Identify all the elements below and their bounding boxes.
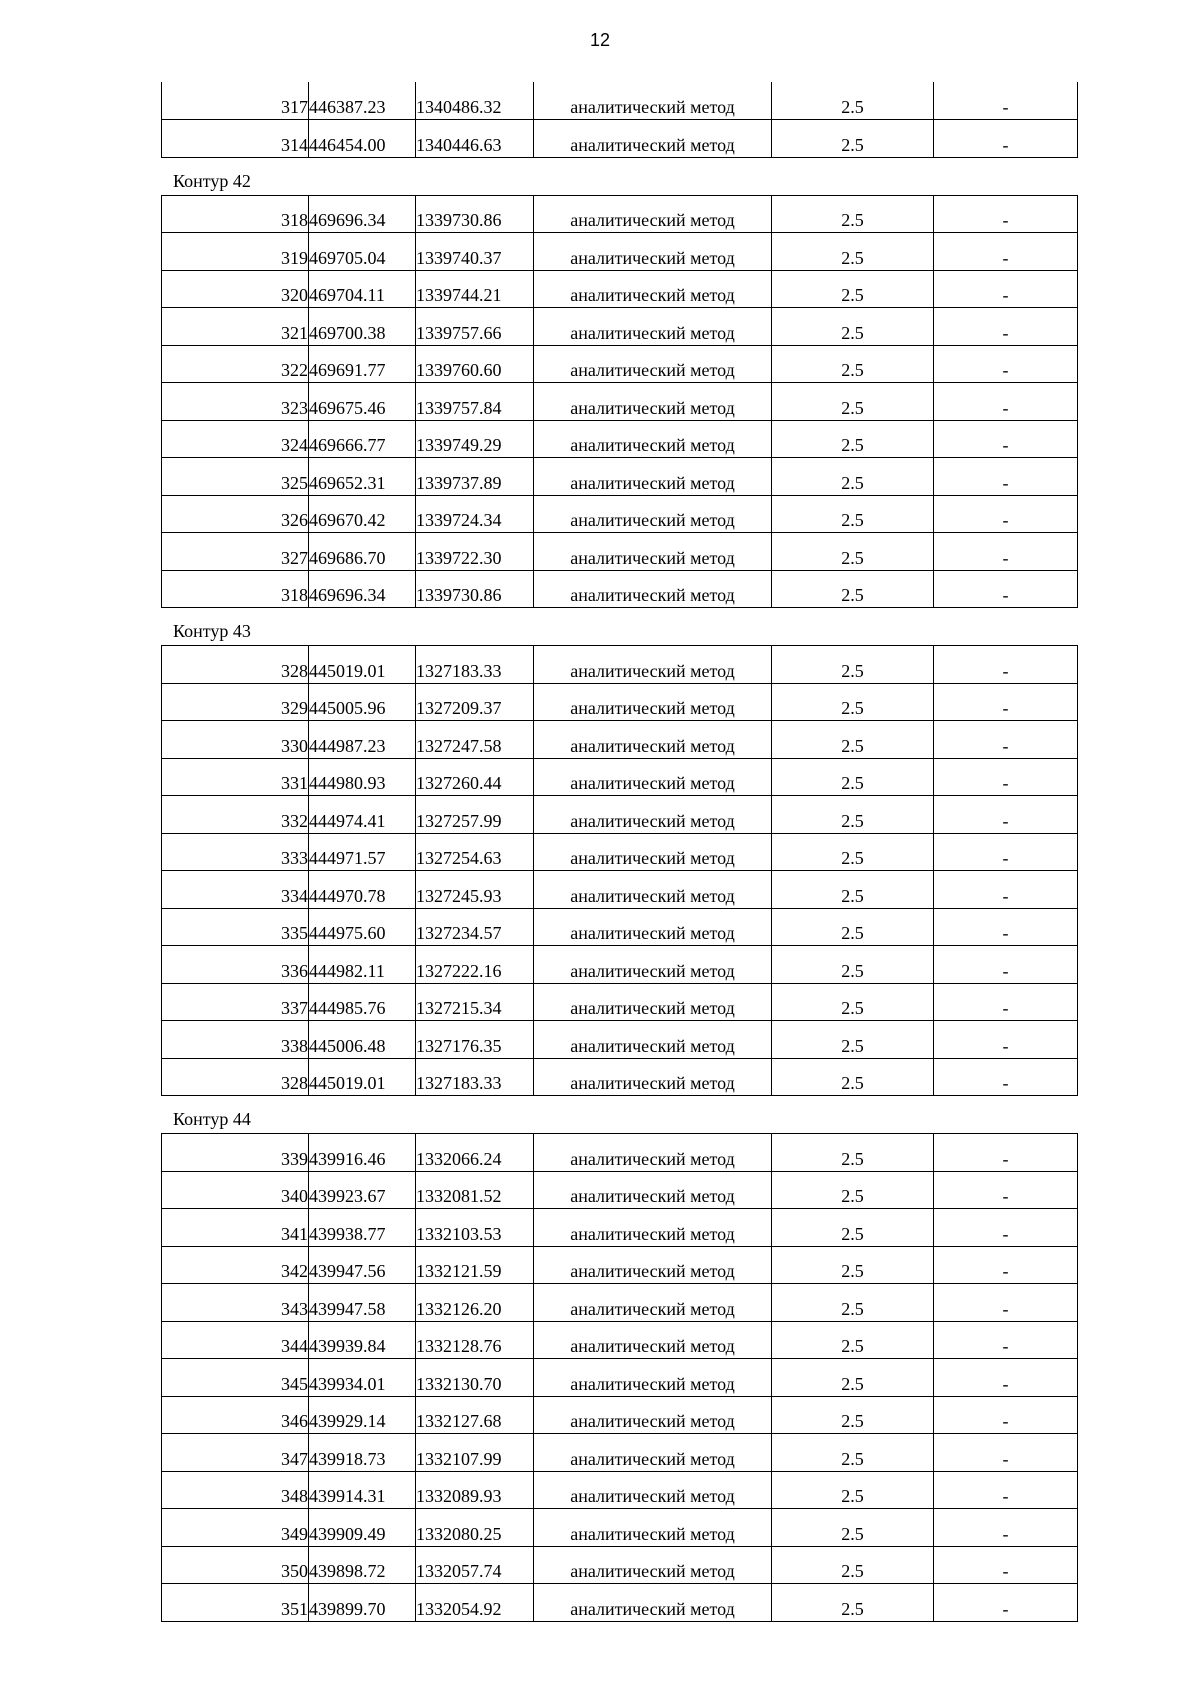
- accuracy-cell: 2.5: [772, 458, 934, 496]
- y-coordinate-cell: 1327247.58: [416, 721, 534, 759]
- y-coordinate-cell: 1339760.60: [416, 345, 534, 383]
- point-number-cell: 331: [162, 758, 309, 796]
- description-cell: -: [934, 420, 1078, 458]
- point-number-cell: 345: [162, 1359, 309, 1397]
- table-row: [162, 1171, 1078, 1209]
- method-cell: аналитический метод: [534, 270, 772, 308]
- point-number-cell: 346: [162, 1396, 309, 1434]
- accuracy-cell: 2.5: [772, 383, 934, 421]
- accuracy-cell: 2.5: [772, 683, 934, 721]
- point-number-cell: 326: [162, 495, 309, 533]
- accuracy-cell: 2.5: [772, 1359, 934, 1397]
- method-cell: аналитический метод: [534, 646, 772, 684]
- y-coordinate-cell: 1332126.20: [416, 1284, 534, 1322]
- x-coordinate-cell: 469691.77: [309, 345, 416, 383]
- method-cell: аналитический метод: [534, 1546, 772, 1584]
- x-coordinate-cell: 446387.23: [309, 82, 416, 120]
- table-row: [162, 833, 1078, 871]
- table-row: [162, 721, 1078, 759]
- point-number-cell: 318: [162, 570, 309, 608]
- method-cell: аналитический метод: [534, 308, 772, 346]
- coordinates-document: [161, 82, 1077, 1622]
- method-cell: аналитический метод: [534, 1321, 772, 1359]
- method-cell: аналитический метод: [534, 383, 772, 421]
- x-coordinate-cell: 444970.78: [309, 871, 416, 909]
- y-coordinate-cell: 1332054.92: [416, 1584, 534, 1622]
- y-coordinate-cell: 1327254.63: [416, 833, 534, 871]
- description-cell: -: [934, 646, 1078, 684]
- method-cell: аналитический метод: [534, 1471, 772, 1509]
- point-number-cell: 340: [162, 1171, 309, 1209]
- method-cell: аналитический метод: [534, 195, 772, 233]
- table-row: [162, 1209, 1078, 1247]
- table-row: [162, 1134, 1078, 1172]
- description-cell: -: [934, 1058, 1078, 1096]
- description-cell: -: [934, 383, 1078, 421]
- x-coordinate-cell: 439898.72: [309, 1546, 416, 1584]
- description-cell: -: [934, 533, 1078, 571]
- x-coordinate-cell: 439938.77: [309, 1209, 416, 1247]
- x-coordinate-cell: 439939.84: [309, 1321, 416, 1359]
- method-cell: аналитический метод: [534, 1058, 772, 1096]
- table-row: [162, 533, 1078, 571]
- table-row: [162, 1021, 1078, 1059]
- y-coordinate-cell: 1327257.99: [416, 796, 534, 834]
- point-number-cell: 344: [162, 1321, 309, 1359]
- accuracy-cell: 2.5: [772, 1284, 934, 1322]
- coordinates-table: [161, 645, 1078, 1096]
- accuracy-cell: 2.5: [772, 796, 934, 834]
- description-cell: -: [934, 721, 1078, 759]
- description-cell: -: [934, 1209, 1078, 1247]
- y-coordinate-cell: 1339730.86: [416, 570, 534, 608]
- coordinates-table: [161, 195, 1078, 609]
- description-cell: -: [934, 1134, 1078, 1172]
- y-coordinate-cell: 1339757.84: [416, 383, 534, 421]
- description-cell: -: [934, 120, 1078, 158]
- method-cell: аналитический метод: [534, 1246, 772, 1284]
- x-coordinate-cell: 444974.41: [309, 796, 416, 834]
- accuracy-cell: 2.5: [772, 946, 934, 984]
- accuracy-cell: 2.5: [772, 1021, 934, 1059]
- method-cell: аналитический метод: [534, 833, 772, 871]
- point-number-cell: 317: [162, 82, 309, 120]
- accuracy-cell: 2.5: [772, 82, 934, 120]
- y-coordinate-cell: 1339722.30: [416, 533, 534, 571]
- method-cell: аналитический метод: [534, 120, 772, 158]
- point-number-cell: 327: [162, 533, 309, 571]
- accuracy-cell: 2.5: [772, 833, 934, 871]
- description-cell: -: [934, 1021, 1078, 1059]
- y-coordinate-cell: 1339744.21: [416, 270, 534, 308]
- point-number-cell: 341: [162, 1209, 309, 1247]
- description-cell: -: [934, 983, 1078, 1021]
- x-coordinate-cell: 439916.46: [309, 1134, 416, 1172]
- accuracy-cell: 2.5: [772, 1471, 934, 1509]
- method-cell: аналитический метод: [534, 983, 772, 1021]
- table-row: [162, 1584, 1078, 1622]
- point-number-cell: 328: [162, 1058, 309, 1096]
- point-number-cell: 321: [162, 308, 309, 346]
- description-cell: -: [934, 233, 1078, 271]
- contour-label: Контур 42: [173, 170, 251, 191]
- description-cell: -: [934, 946, 1078, 984]
- y-coordinate-cell: 1327215.34: [416, 983, 534, 1021]
- table-row: [162, 82, 1078, 120]
- y-coordinate-cell: 1327183.33: [416, 646, 534, 684]
- y-coordinate-cell: 1340486.32: [416, 82, 534, 120]
- method-cell: аналитический метод: [534, 1171, 772, 1209]
- x-coordinate-cell: 439923.67: [309, 1171, 416, 1209]
- accuracy-cell: 2.5: [772, 1509, 934, 1547]
- x-coordinate-cell: 469670.42: [309, 495, 416, 533]
- point-number-cell: 319: [162, 233, 309, 271]
- y-coordinate-cell: 1332089.93: [416, 1471, 534, 1509]
- x-coordinate-cell: 445019.01: [309, 646, 416, 684]
- description-cell: -: [934, 270, 1078, 308]
- accuracy-cell: 2.5: [772, 983, 934, 1021]
- x-coordinate-cell: 444985.76: [309, 983, 416, 1021]
- y-coordinate-cell: 1332128.76: [416, 1321, 534, 1359]
- accuracy-cell: 2.5: [772, 1434, 934, 1472]
- method-cell: аналитический метод: [534, 458, 772, 496]
- table-row: [162, 908, 1078, 946]
- x-coordinate-cell: 469696.34: [309, 570, 416, 608]
- x-coordinate-cell: 469686.70: [309, 533, 416, 571]
- accuracy-cell: 2.5: [772, 270, 934, 308]
- method-cell: аналитический метод: [534, 683, 772, 721]
- y-coordinate-cell: 1339749.29: [416, 420, 534, 458]
- table-row: [162, 345, 1078, 383]
- x-coordinate-cell: 439929.14: [309, 1396, 416, 1434]
- description-cell: -: [934, 1509, 1078, 1547]
- table-row: [162, 758, 1078, 796]
- x-coordinate-cell: 446454.00: [309, 120, 416, 158]
- point-number-cell: 324: [162, 420, 309, 458]
- page-number: 12: [589, 30, 611, 50]
- point-number-cell: 347: [162, 1434, 309, 1472]
- accuracy-cell: 2.5: [772, 420, 934, 458]
- x-coordinate-cell: 444975.60: [309, 908, 416, 946]
- x-coordinate-cell: 439914.31: [309, 1471, 416, 1509]
- table-row: [162, 946, 1078, 984]
- accuracy-cell: 2.5: [772, 908, 934, 946]
- description-cell: -: [934, 1359, 1078, 1397]
- x-coordinate-cell: 444971.57: [309, 833, 416, 871]
- table-row: [162, 1509, 1078, 1547]
- method-cell: аналитический метод: [534, 1021, 772, 1059]
- y-coordinate-cell: 1339740.37: [416, 233, 534, 271]
- description-cell: -: [934, 1471, 1078, 1509]
- method-cell: аналитический метод: [534, 1359, 772, 1397]
- x-coordinate-cell: 469700.38: [309, 308, 416, 346]
- table-row: [162, 195, 1078, 233]
- y-coordinate-cell: 1339757.66: [416, 308, 534, 346]
- accuracy-cell: 2.5: [772, 308, 934, 346]
- accuracy-cell: 2.5: [772, 721, 934, 759]
- table-row: [162, 383, 1078, 421]
- description-cell: -: [934, 796, 1078, 834]
- description-cell: -: [934, 908, 1078, 946]
- point-number-cell: 330: [162, 721, 309, 759]
- point-number-cell: 332: [162, 796, 309, 834]
- table-row: [162, 871, 1078, 909]
- table-row: [162, 308, 1078, 346]
- x-coordinate-cell: 469675.46: [309, 383, 416, 421]
- method-cell: аналитический метод: [534, 1284, 772, 1322]
- description-cell: -: [934, 871, 1078, 909]
- method-cell: аналитический метод: [534, 533, 772, 571]
- description-cell: -: [934, 195, 1078, 233]
- method-cell: аналитический метод: [534, 1209, 772, 1247]
- accuracy-cell: 2.5: [772, 758, 934, 796]
- coordinates-table: [161, 1133, 1078, 1622]
- accuracy-cell: 2.5: [772, 1246, 934, 1284]
- accuracy-cell: 2.5: [772, 1396, 934, 1434]
- y-coordinate-cell: 1339730.86: [416, 195, 534, 233]
- method-cell: аналитический метод: [534, 1134, 772, 1172]
- table-row: [162, 646, 1078, 684]
- table-row: [162, 233, 1078, 271]
- point-number-cell: 333: [162, 833, 309, 871]
- y-coordinate-cell: 1327234.57: [416, 908, 534, 946]
- point-number-cell: 325: [162, 458, 309, 496]
- accuracy-cell: 2.5: [772, 233, 934, 271]
- x-coordinate-cell: 469704.11: [309, 270, 416, 308]
- point-number-cell: 329: [162, 683, 309, 721]
- method-cell: аналитический метод: [534, 908, 772, 946]
- point-number-cell: 320: [162, 270, 309, 308]
- point-number-cell: 339: [162, 1134, 309, 1172]
- point-number-cell: 322: [162, 345, 309, 383]
- accuracy-cell: 2.5: [772, 1134, 934, 1172]
- point-number-cell: 348: [162, 1471, 309, 1509]
- x-coordinate-cell: 445006.48: [309, 1021, 416, 1059]
- y-coordinate-cell: 1332080.25: [416, 1509, 534, 1547]
- y-coordinate-cell: 1340446.63: [416, 120, 534, 158]
- method-cell: аналитический метод: [534, 1509, 772, 1547]
- point-number-cell: 323: [162, 383, 309, 421]
- table-row: [162, 1321, 1078, 1359]
- x-coordinate-cell: 439899.70: [309, 1584, 416, 1622]
- description-cell: -: [934, 833, 1078, 871]
- x-coordinate-cell: 469652.31: [309, 458, 416, 496]
- point-number-cell: 334: [162, 871, 309, 909]
- description-cell: -: [934, 82, 1078, 120]
- method-cell: аналитический метод: [534, 495, 772, 533]
- accuracy-cell: 2.5: [772, 120, 934, 158]
- method-cell: аналитический метод: [534, 345, 772, 383]
- description-cell: -: [934, 1171, 1078, 1209]
- description-cell: -: [934, 458, 1078, 496]
- table-row: [162, 796, 1078, 834]
- point-number-cell: 336: [162, 946, 309, 984]
- y-coordinate-cell: 1332107.99: [416, 1434, 534, 1472]
- y-coordinate-cell: 1332130.70: [416, 1359, 534, 1397]
- y-coordinate-cell: 1332057.74: [416, 1546, 534, 1584]
- method-cell: аналитический метод: [534, 233, 772, 271]
- y-coordinate-cell: 1327209.37: [416, 683, 534, 721]
- table-row: [162, 1396, 1078, 1434]
- x-coordinate-cell: 469705.04: [309, 233, 416, 271]
- accuracy-cell: 2.5: [772, 495, 934, 533]
- accuracy-cell: 2.5: [772, 1584, 934, 1622]
- table-row: [162, 570, 1078, 608]
- description-cell: -: [934, 1321, 1078, 1359]
- table-row: [162, 1434, 1078, 1472]
- accuracy-cell: 2.5: [772, 871, 934, 909]
- x-coordinate-cell: 439909.49: [309, 1509, 416, 1547]
- table-row: [162, 495, 1078, 533]
- table-row: [162, 420, 1078, 458]
- description-cell: -: [934, 1246, 1078, 1284]
- point-number-cell: 314: [162, 120, 309, 158]
- method-cell: аналитический метод: [534, 796, 772, 834]
- description-cell: -: [934, 495, 1078, 533]
- y-coordinate-cell: 1327245.93: [416, 871, 534, 909]
- table-row: [162, 1246, 1078, 1284]
- contour-label: Контур 44: [173, 1109, 251, 1129]
- method-cell: аналитический метод: [534, 871, 772, 909]
- method-cell: аналитический метод: [534, 1584, 772, 1622]
- accuracy-cell: 2.5: [772, 1209, 934, 1247]
- x-coordinate-cell: 445019.01: [309, 1058, 416, 1096]
- x-coordinate-cell: 469696.34: [309, 195, 416, 233]
- description-cell: -: [934, 1434, 1078, 1472]
- accuracy-cell: 2.5: [772, 570, 934, 608]
- y-coordinate-cell: 1327176.35: [416, 1021, 534, 1059]
- accuracy-cell: 2.5: [772, 1321, 934, 1359]
- point-number-cell: 318: [162, 195, 309, 233]
- point-number-cell: 351: [162, 1584, 309, 1622]
- description-cell: -: [934, 308, 1078, 346]
- x-coordinate-cell: 444980.93: [309, 758, 416, 796]
- y-coordinate-cell: 1327260.44: [416, 758, 534, 796]
- table-row: [162, 1546, 1078, 1584]
- table-row: [162, 983, 1078, 1021]
- y-coordinate-cell: 1332121.59: [416, 1246, 534, 1284]
- method-cell: аналитический метод: [534, 721, 772, 759]
- method-cell: аналитический метод: [534, 758, 772, 796]
- y-coordinate-cell: 1332066.24: [416, 1134, 534, 1172]
- y-coordinate-cell: 1339737.89: [416, 458, 534, 496]
- contour-label: Контур 43: [173, 621, 251, 641]
- y-coordinate-cell: 1332081.52: [416, 1171, 534, 1209]
- x-coordinate-cell: 469666.77: [309, 420, 416, 458]
- x-coordinate-cell: 444987.23: [309, 721, 416, 759]
- point-number-cell: 342: [162, 1246, 309, 1284]
- accuracy-cell: 2.5: [772, 195, 934, 233]
- description-cell: -: [934, 758, 1078, 796]
- description-cell: -: [934, 345, 1078, 383]
- y-coordinate-cell: 1327222.16: [416, 946, 534, 984]
- description-cell: -: [934, 683, 1078, 721]
- accuracy-cell: 2.5: [772, 1171, 934, 1209]
- description-cell: -: [934, 1546, 1078, 1584]
- point-number-cell: 350: [162, 1546, 309, 1584]
- description-cell: -: [934, 1284, 1078, 1322]
- x-coordinate-cell: 439947.56: [309, 1246, 416, 1284]
- x-coordinate-cell: 439918.73: [309, 1434, 416, 1472]
- x-coordinate-cell: 445005.96: [309, 683, 416, 721]
- table-row: [162, 120, 1078, 158]
- point-number-cell: 343: [162, 1284, 309, 1322]
- description-cell: -: [934, 570, 1078, 608]
- y-coordinate-cell: 1332127.68: [416, 1396, 534, 1434]
- accuracy-cell: 2.5: [772, 1058, 934, 1096]
- point-number-cell: 335: [162, 908, 309, 946]
- point-number-cell: 337: [162, 983, 309, 1021]
- description-cell: -: [934, 1396, 1078, 1434]
- method-cell: аналитический метод: [534, 946, 772, 984]
- table-row: [162, 1471, 1078, 1509]
- coordinates-table: [161, 82, 1078, 158]
- accuracy-cell: 2.5: [772, 533, 934, 571]
- point-number-cell: 338: [162, 1021, 309, 1059]
- table-row: [162, 1284, 1078, 1322]
- method-cell: аналитический метод: [534, 570, 772, 608]
- method-cell: аналитический метод: [534, 1396, 772, 1434]
- x-coordinate-cell: 444982.11: [309, 946, 416, 984]
- method-cell: аналитический метод: [534, 82, 772, 120]
- point-number-cell: 349: [162, 1509, 309, 1547]
- accuracy-cell: 2.5: [772, 1546, 934, 1584]
- accuracy-cell: 2.5: [772, 646, 934, 684]
- table-row: [162, 683, 1078, 721]
- table-row: [162, 458, 1078, 496]
- table-row: [162, 270, 1078, 308]
- point-number-cell: 328: [162, 646, 309, 684]
- description-cell: -: [934, 1584, 1078, 1622]
- method-cell: аналитический метод: [534, 1434, 772, 1472]
- x-coordinate-cell: 439934.01: [309, 1359, 416, 1397]
- table-row: [162, 1058, 1078, 1096]
- accuracy-cell: 2.5: [772, 345, 934, 383]
- method-cell: аналитический метод: [534, 420, 772, 458]
- x-coordinate-cell: 439947.58: [309, 1284, 416, 1322]
- y-coordinate-cell: 1327183.33: [416, 1058, 534, 1096]
- table-row: [162, 1359, 1078, 1397]
- y-coordinate-cell: 1332103.53: [416, 1209, 534, 1247]
- y-coordinate-cell: 1339724.34: [416, 495, 534, 533]
